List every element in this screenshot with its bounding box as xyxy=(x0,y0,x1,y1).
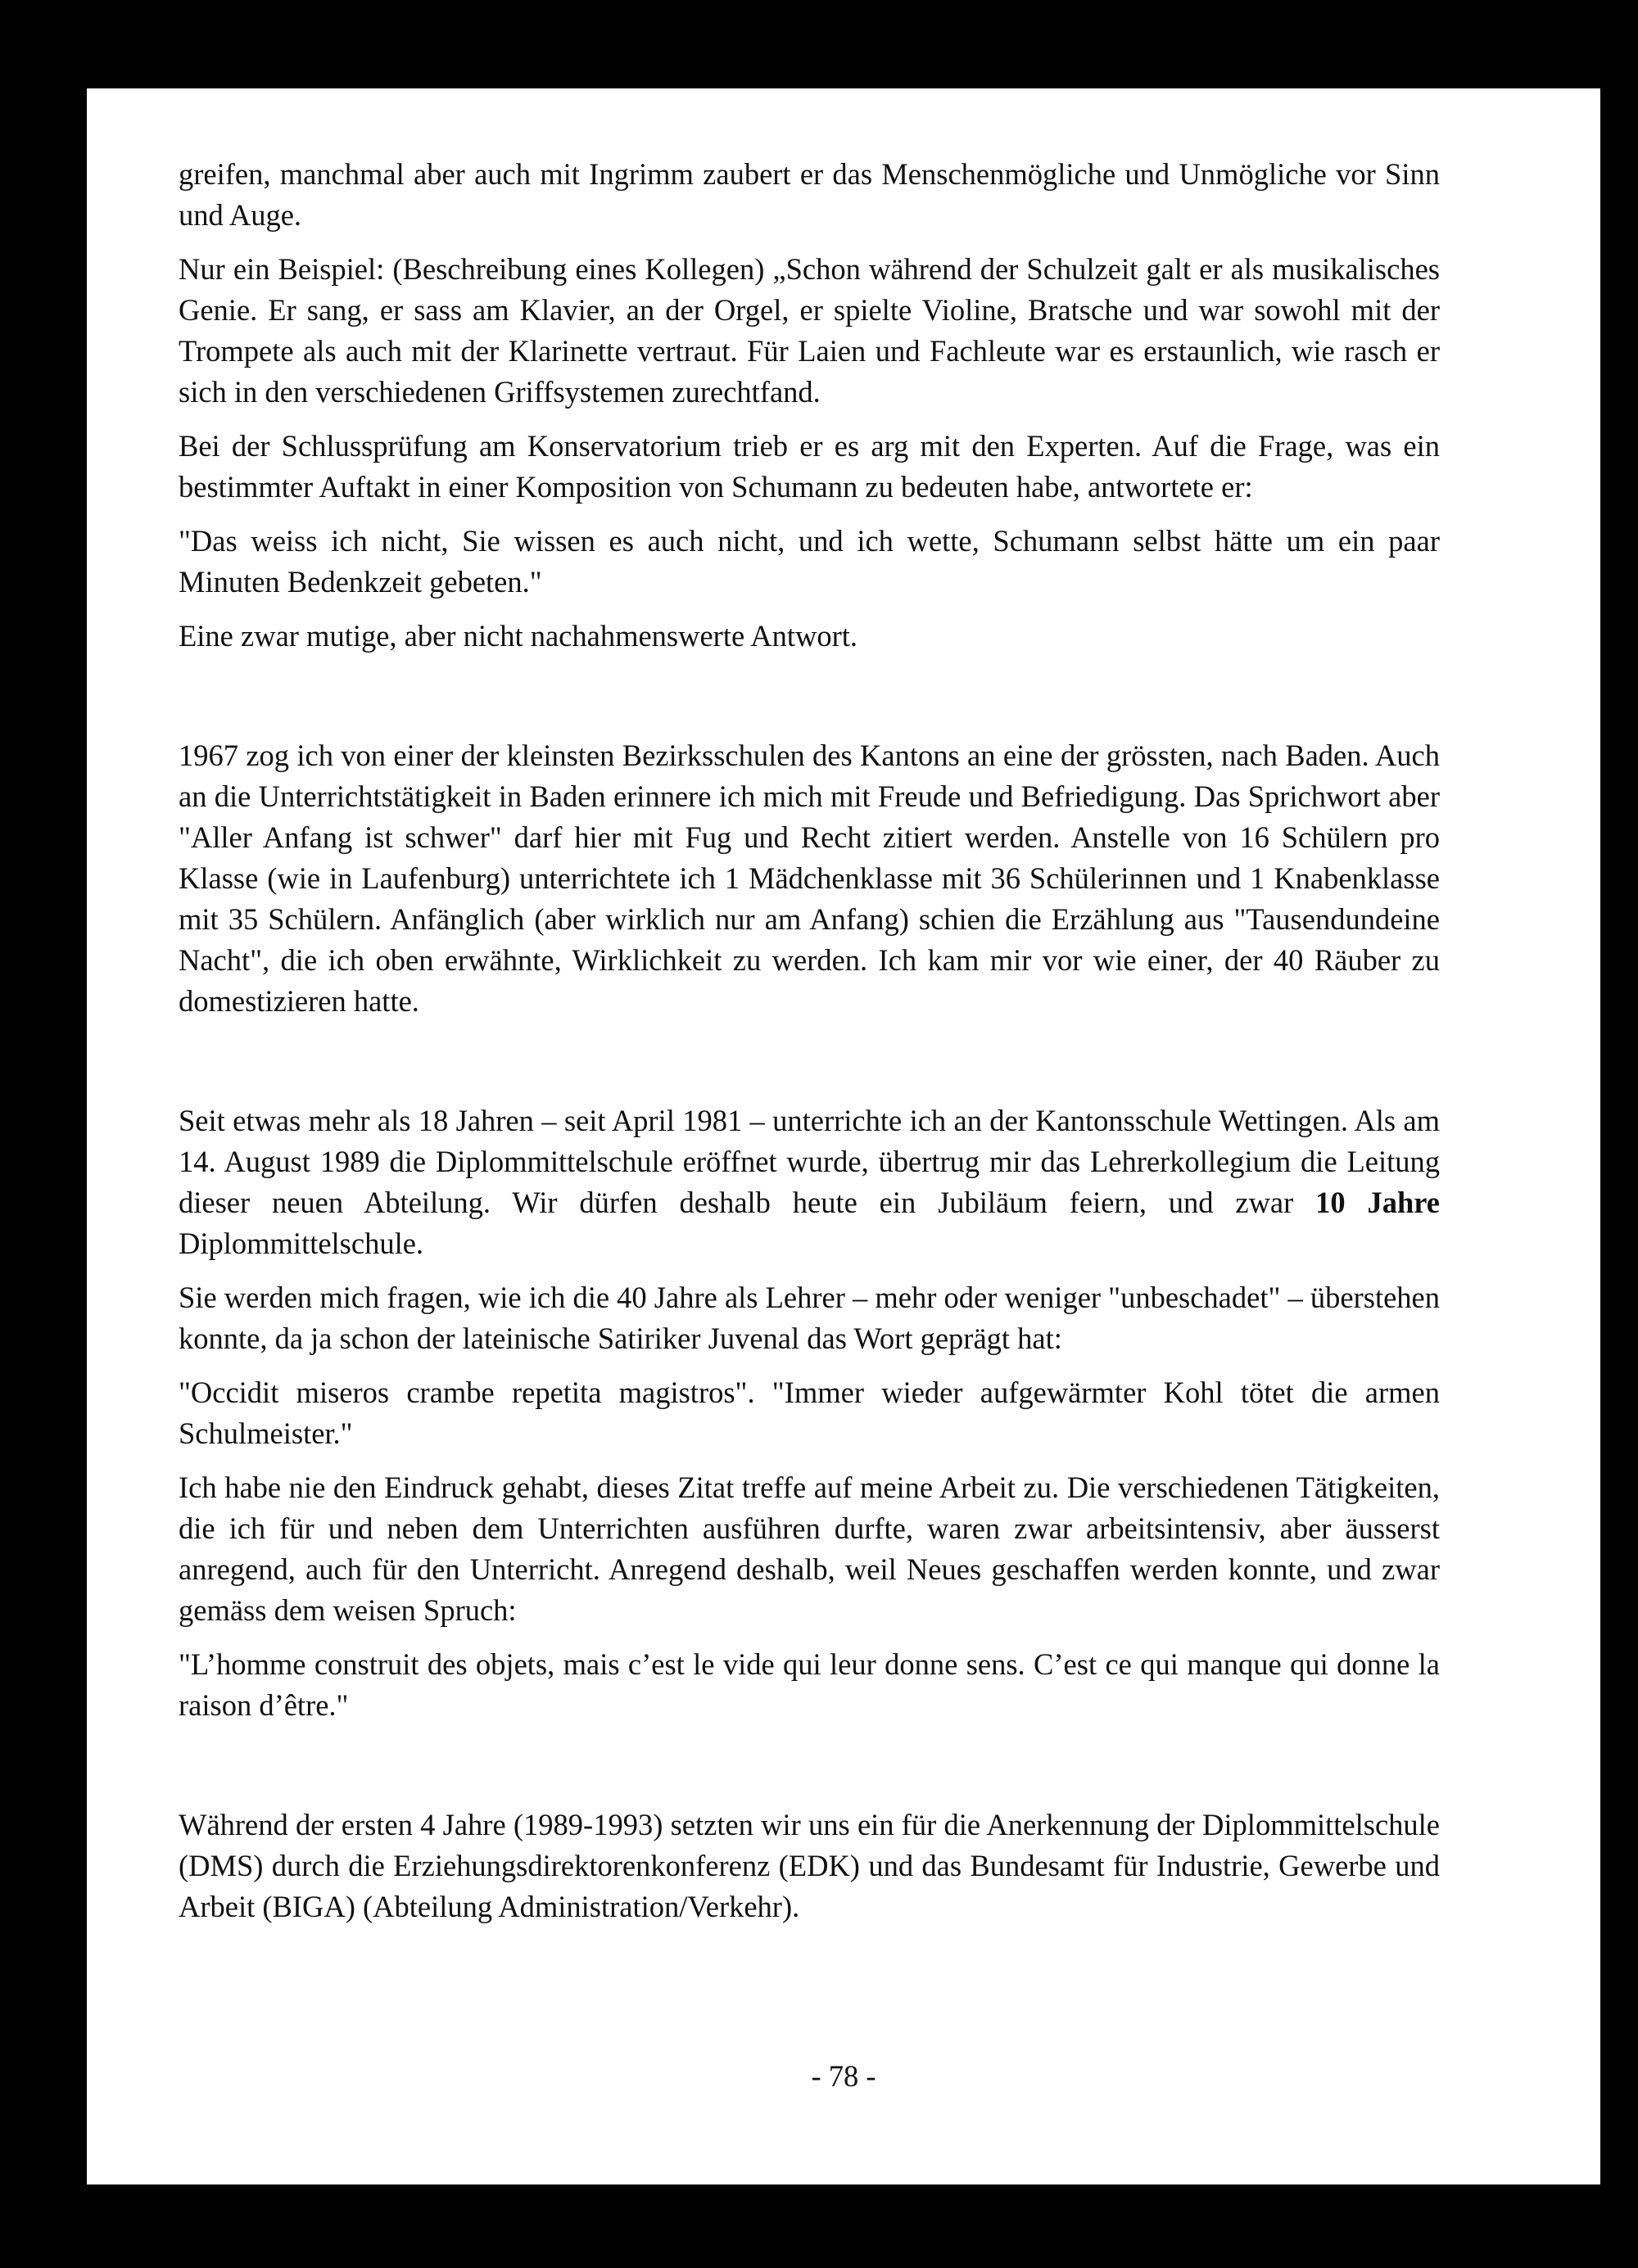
paragraph-10: Ich habe nie den Eindruck gehabt, dieses Zitat treffe auf meine Arbeit zu. Die verschiedenen Tätigkeiten, die ich für und neben dem Unterrichten ausführen durfte, waren zwar arbeitsintensiv, aber äusserst anregend, auch für den Unterricht. Anregend deshalb, weil Neues geschaffen werden konnte, und zwar gemäss dem weisen Spruch: xyxy=(179,1471,1440,1627)
paragraph-3: Bei der Schlussprüfung am Konservatorium trieb er es arg mit den Experten. Auf die Frage, was ein bestimmter Auftakt in einer Komposition von Schumann zu bedeuten habe, antwortete er: xyxy=(179,429,1440,504)
paragraph-dms: Während der ersten 4 Jahre (1989-1993) setzten wir uns ein für die Anerkennung der Diplommittelschule (DMS) durch die Erziehungsdirektorenkonferenz (EDK) und das Bundesamt für Industrie, Gewerbe und Arbeit (BIGA) (Abteilung Administration/Verkehr). xyxy=(179,1808,1440,1923)
document-page xyxy=(87,88,1600,2184)
paragraph-wettingen-end: Diplommittelschule. xyxy=(179,1227,424,1260)
paragraph-wettingen-text: Seit etwas mehr als 18 Jahren – seit April 1981 – unterrichte ich an der Kantonsschule Wettingen. Als am 14. August 1989 die Diplommittelschule eröffnet wurde, übertrug mir das Lehrerkollegium die Leitung dieser neuen Abteilung. Wir dürfen deshalb heute ein Jubiläum feiern, und zwar xyxy=(179,1104,1440,1219)
paragraph-2: Nur ein Beispiel: (Beschreibung eines Kollegen) „Schon während der Schulzeit galt er als musikalisches Genie. Er sang, er sass am Klavier, an der Orgel, er spielte Violine, Bratsche und war sowohl mit der Trompete als auch mit der Klarinette vertraut. Für Laien und Fachleute war es erstaunlich, wie rasch er sich in den verschiedenen Griffsystemen zurechtfand. xyxy=(179,252,1440,409)
paragraph-5: Eine zwar mutige, aber nicht nachahmenswerte Antwort. xyxy=(179,619,858,653)
body-text xyxy=(179,154,1440,1927)
page-number: - 78 - xyxy=(811,2059,876,2093)
paragraph-wettingen xyxy=(179,1100,1440,1264)
quote-juvenal: "Occidit miseros crambe repetita magistros". "Immer wieder aufgewärmter Kohl tötet die armen Schulmeister." xyxy=(179,1376,1440,1450)
bold-ten-years: 10 Jahre xyxy=(1315,1186,1440,1219)
paragraph-8: Sie werden mich fragen, wie ich die 40 Jahre als Lehrer – mehr oder weniger "unbeschadet" – überstehen konnte, da ja schon der lateinische Satiriker Juvenal das Wort geprägt hat: xyxy=(179,1281,1440,1355)
paragraph-1: greifen, manchmal aber auch mit Ingrimm zaubert er das Menschenmögliche und Unmögliche vor Sinn und Auge. xyxy=(179,157,1440,232)
paragraph-baden: 1967 zog ich von einer der kleinsten Bezirksschulen des Kantons an eine der grössten, nach Baden. Auch an die Unterrichtstätigkeit in Baden erinnere ich mich mit Freude und Befriedigung. Das Sprichwort aber "Aller Anfang ist schwer" darf hier mit Fug und Recht zitiert werden. Anstelle von 16 Schülern pro Klasse (wie in Laufenburg) unterrichtete ich 1 Mädchenklasse mit 36 Schülerinnen und 1 Knabenklasse mit 35 Schülern. Anfänglich (aber wirklich nur am Anfang) schien die Erzählung aus "Tausendundeine Nacht", die ich oben erwähnte, Wirklichkeit zu werden. Ich kam mir vor wie einer, der 40 Räuber zu domestizieren hatte. xyxy=(179,739,1440,1018)
quote-french: "L’homme construit des objets, mais c’est le vide qui leur donne sens. C’est ce qui manque qui donne la raison d’être." xyxy=(179,1647,1440,1722)
quote-schumann: "Das weiss ich nicht, Sie wissen es auch nicht, und ich wette, Schumann selbst hätte um ein paar Minuten Bedenkzeit gebeten." xyxy=(179,524,1440,599)
